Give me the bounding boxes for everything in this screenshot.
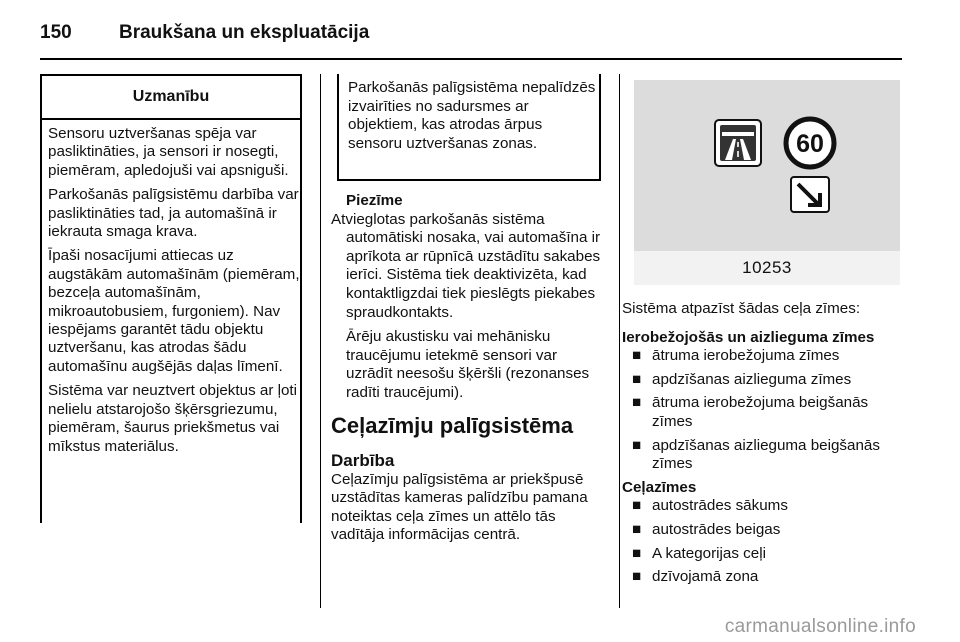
figure-signs-panel bbox=[689, 84, 899, 251]
column-divider-right bbox=[619, 74, 620, 608]
note-block bbox=[331, 192, 606, 403]
list-item-text: autostrādes sākums bbox=[652, 497, 788, 515]
warning-paragraph: Sensoru uztveršanas spēja var pasliktināties, ja sensori ir nosegti, piemēram, apledojuši vai apsniguši. bbox=[48, 125, 289, 179]
road-signs-list bbox=[622, 497, 912, 586]
bullet-icon: ■ bbox=[632, 347, 642, 365]
middle-column bbox=[331, 192, 606, 545]
note-paragraph: Ārēju akustisku vai mehānisku traucējumu ietekmē sensori var uzrādīt neesošu šķēršli (rezonanses radīti traucējumi). bbox=[346, 328, 590, 401]
list-item-text: A kategorijas ceļi bbox=[652, 544, 766, 562]
warning-title: Uzmanību bbox=[42, 76, 300, 120]
list-item bbox=[622, 568, 912, 587]
page-number: 150 bbox=[40, 22, 72, 43]
list-item bbox=[622, 437, 912, 474]
list-item bbox=[622, 521, 912, 540]
bullet-icon: ■ bbox=[632, 568, 642, 586]
note-paragraph bbox=[331, 210, 606, 323]
list-item-text: ātruma ierobežojuma zīmes bbox=[652, 347, 840, 365]
figure-code: 10253 bbox=[634, 251, 900, 285]
list-item-text: dzīvojamā zona bbox=[652, 568, 759, 586]
group-heading: Ierobežojošās un aizlieguma zīmes bbox=[622, 328, 875, 346]
list-item-text: apdzīšanas aizlieguma zīmes bbox=[652, 370, 852, 388]
bullet-icon: ■ bbox=[632, 436, 642, 454]
motorway-sign-icon bbox=[715, 120, 761, 166]
bullet-icon: ■ bbox=[632, 544, 642, 562]
header-rule bbox=[40, 58, 902, 60]
list-item bbox=[622, 394, 912, 431]
signs-intro: Sistēma atpazīst šādas ceļa zīmes: bbox=[622, 300, 861, 317]
group-heading: Ceļazīmes bbox=[622, 478, 697, 496]
column-divider-left bbox=[320, 74, 321, 608]
warning-body bbox=[42, 120, 300, 456]
speed-limit-value: 60 bbox=[796, 130, 824, 158]
restriction-signs-list bbox=[622, 347, 912, 474]
list-item bbox=[622, 371, 912, 390]
continued-warning-box bbox=[337, 74, 601, 181]
bullet-icon: ■ bbox=[632, 370, 642, 388]
section-subtitle: Darbība bbox=[331, 450, 395, 470]
section-body: Ceļazīmju palīgsistēma ar priekšpusē uzstādītas kameras palīdzību pamana noteiktas ceļa zīmes un attēlo tās vadītāja informācijas centrā. bbox=[331, 470, 588, 544]
warning-paragraph: Sistēma var neuztvert objektus ar ļoti nelielu atstarojošo šķērsgriezumu, piemēram, šaurus priekšmetus vai mīkstus materiālus. bbox=[48, 382, 298, 455]
speed-limit-sign-icon bbox=[786, 119, 834, 167]
watermark: carmanualsonline.info bbox=[724, 616, 916, 637]
list-item bbox=[622, 497, 912, 516]
list-item bbox=[622, 545, 912, 564]
list-item bbox=[622, 347, 912, 366]
list-item-text: autostrādes beigas bbox=[652, 520, 781, 538]
continued-warning-text: Parkošanās palīgsistēma nepalīdzēs izvairīties no sadursmes ar objektiem, kas atrodas ārpus sensoru uztveršanas zonas. bbox=[348, 79, 596, 152]
section-title: Ceļazīmju palīgsistēma bbox=[331, 412, 574, 438]
bullet-icon: ■ bbox=[632, 394, 642, 412]
warning-paragraph: Īpaši nosacījumi attiecas uz augstākām automašīnām (piemēram, bezceļa automašīnām, mikroautobusiem, furgoniem). Nav iespējams garantēt tādu objektu uztveršanu, kas atrodas šādu automašīnu augšējās daļas līmenī. bbox=[48, 247, 300, 375]
bullet-icon: ■ bbox=[632, 497, 642, 515]
note-paragraph-text: Atvieglotas parkošanās sistēma automātiski nosaka, vai automašīna ir aprīkota ar rūpnīcā uzstādītu sakabes ierīci. Sistēma tiek deaktivizēta, kad kontaktligzdai tiek pieslēgts piekabes spraudkontakts. bbox=[331, 210, 601, 321]
warning-paragraph: Parkošanās palīgsistēmu darbība var pasliktināties tad, ja automašīnā ir iekrauta smaga krava. bbox=[48, 186, 299, 241]
chapter-title: Braukšana un ekspluatācija bbox=[119, 22, 370, 43]
list-item-text: ātruma ierobežojuma beigšanās zīmes bbox=[652, 394, 869, 430]
bullet-icon: ■ bbox=[632, 520, 642, 538]
right-column bbox=[622, 300, 912, 592]
warning-box bbox=[40, 74, 302, 523]
list-item-text: apdzīšanas aizlieguma beigšanās zīmes bbox=[652, 436, 880, 473]
figure-signs bbox=[689, 84, 899, 251]
end-of-restriction-arrow-icon bbox=[791, 177, 829, 212]
note-label: Piezīme bbox=[346, 192, 403, 209]
